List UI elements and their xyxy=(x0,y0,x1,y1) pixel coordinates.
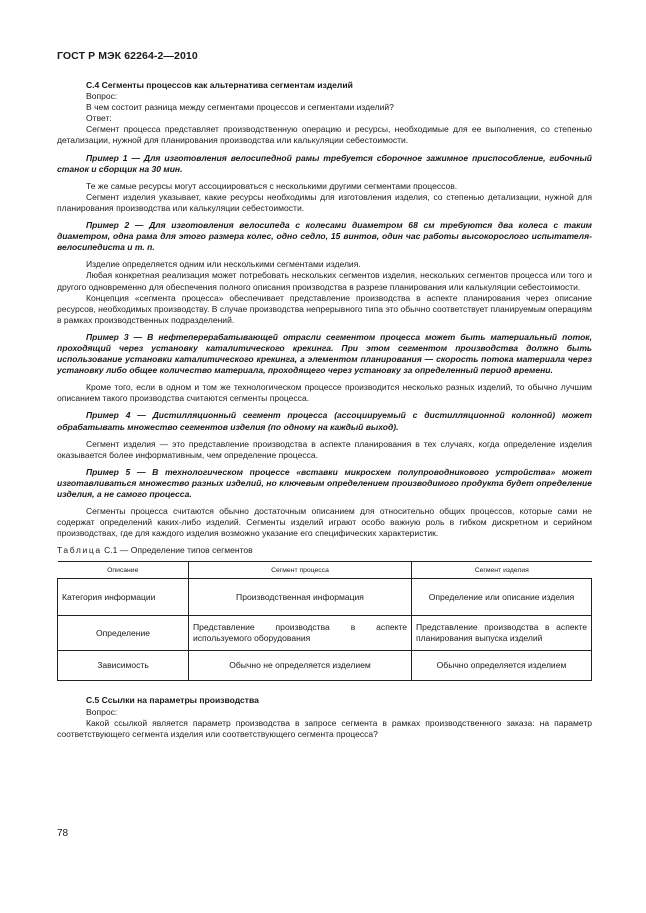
table-header-cell: Сегмент процесса xyxy=(189,562,412,579)
table-row xyxy=(58,616,592,651)
question-text: Какой ссылкой является параметр производства в запросе сегмента в рамках производственного заказа: на параметр соответствующего сегмента изделия или соответствующего сегмента процесса? xyxy=(57,717,592,739)
table-row xyxy=(58,579,592,616)
table-cell: Представление производства в аспекте планирования выпуска изделий xyxy=(412,616,592,651)
example-2: Пример 2 — Для изготовления велосипеда с колесами диаметром 68 см требуются два колеса с таким диаметром, одна рама для этого размера колес, одно седло, 15 винтов, один час работы высокорослого испытателя-велосипедиста и т. п. xyxy=(57,220,592,253)
paragraph: Изделие определяется одним или несколькими сегментами изделия. xyxy=(86,259,361,270)
table-cell: Представление производства в аспекте используемого оборудования xyxy=(189,616,412,651)
table-cell: Обычно определяется изделием xyxy=(412,651,592,681)
paragraph: Любая конкретная реализация может потребовать нескольких сегментов изделия, нескольких сегментов процесса или того и другого одновременно для обеспечения полного описания производства в разрезе планирования или калькуляции себестоимости. xyxy=(57,270,592,292)
paragraph: Концепция «сегмента процесса» обеспечивает представление производства в аспекте планирования через описание ресурсов, необходимых производству. В случае производства непрерывного типа это обычно соответствует планируемым операциям в рамках производственных подразделений. xyxy=(57,292,592,325)
table-header-cell: Описание xyxy=(58,562,189,579)
example-4: Пример 4 — Дистилляционный сегмент процесса (ассоциируемый с дистилляционной колонной) может обрабатывать множество сегментов изделия (по одному на каждый выход). xyxy=(57,410,592,432)
table-caption-prefix: Таблица xyxy=(57,545,102,556)
document-id-header: ГОСТ Р МЭК 62264-2—2010 xyxy=(57,50,198,62)
table-header-row xyxy=(58,562,592,579)
paragraph: Сегмент изделия — это представление производства в аспекте планирования в тех случаях, когда определение изделия оказывается более информативным, чем определение процесса. xyxy=(57,438,592,460)
page-number: 78 xyxy=(57,828,69,839)
section-c5-title: С.5 Ссылки на параметры производства xyxy=(86,695,259,706)
segment-types-table xyxy=(57,561,592,681)
page-content xyxy=(57,80,592,740)
paragraph: Те же самые ресурсы могут ассоциироваться с несколькими другими сегментами процессов. xyxy=(86,180,458,191)
table-row xyxy=(58,651,592,681)
example-3: Пример 3 — В нефтеперерабатывающей отрасли сегментом процесса может быть материальный поток, проходящий через установку каталитического крекинга. При этом сегментом производства должно быть использование установки каталитического крекинга, а элементом планирования — скорость потока материала через установку либо общее количество материала, проходящего через установку за определенный период времени. xyxy=(57,331,592,376)
question-text: В чем состоит разница между сегментами процессов и сегментами изделий? xyxy=(86,102,394,113)
paragraph: Кроме того, если в одном и том же технологическом процессе производится несколько разных изделий, то обычно лучшим описанием такого производства считаются сегменты процесса. xyxy=(57,382,592,404)
question-label: Вопрос: xyxy=(86,706,118,717)
question-label: Вопрос: xyxy=(86,91,118,102)
table-header-cell: Сегмент изделия xyxy=(412,562,592,579)
paragraph: Сегмент изделия указывает, какие ресурсы необходимы для изготовления изделия, со степенью детализации, нужной для планирования производства или калькуляции себестоимости. xyxy=(57,191,592,213)
table-cell: Зависимость xyxy=(58,651,189,681)
paragraph: Сегменты процесса считаются обычно достаточным описанием для относительно общих процессов, которые сами не содержат определений каких-либо изделий. Сегменты изделий играют особо важную роль в гибком дискретном и серийном производствах, где для каждого изделия возможно указание его специфических характеристик. xyxy=(57,506,592,539)
table-cell: Обычно не определяется изделием xyxy=(189,651,412,681)
table-caption-text: С.1 — Определение типов сегментов xyxy=(101,545,253,556)
answer-label: Ответ: xyxy=(86,113,112,124)
table-cell: Определение xyxy=(58,616,189,651)
table-cell: Определение или описание изделия xyxy=(412,579,592,616)
answer-paragraph: Сегмент процесса представляет производственную операцию и ресурсы, необходимые для ее выполнения, со степенью детализации, нужной для планирования производства или калькуляции себестоимости. xyxy=(57,124,592,146)
table-cell: Категория информации xyxy=(58,579,189,616)
example-5: Пример 5 — В технологическом процессе «вставки микросхем полупроводникового устройства» может изготавливаться множество разных изделий, но ключевым определением производимого продукта будет определение изделия, а не самого процесса. xyxy=(57,466,592,499)
table-cell: Производственная информация xyxy=(189,579,412,616)
example-1: Пример 1 — Для изготовления велосипедной рамы требуется сборочное зажимное приспособление, гибочный станок и сборщик на 30 мин. xyxy=(57,152,592,174)
table-caption xyxy=(57,545,592,556)
section-c4-title: С.4 Сегменты процессов как альтернатива сегментам изделий xyxy=(86,80,353,90)
